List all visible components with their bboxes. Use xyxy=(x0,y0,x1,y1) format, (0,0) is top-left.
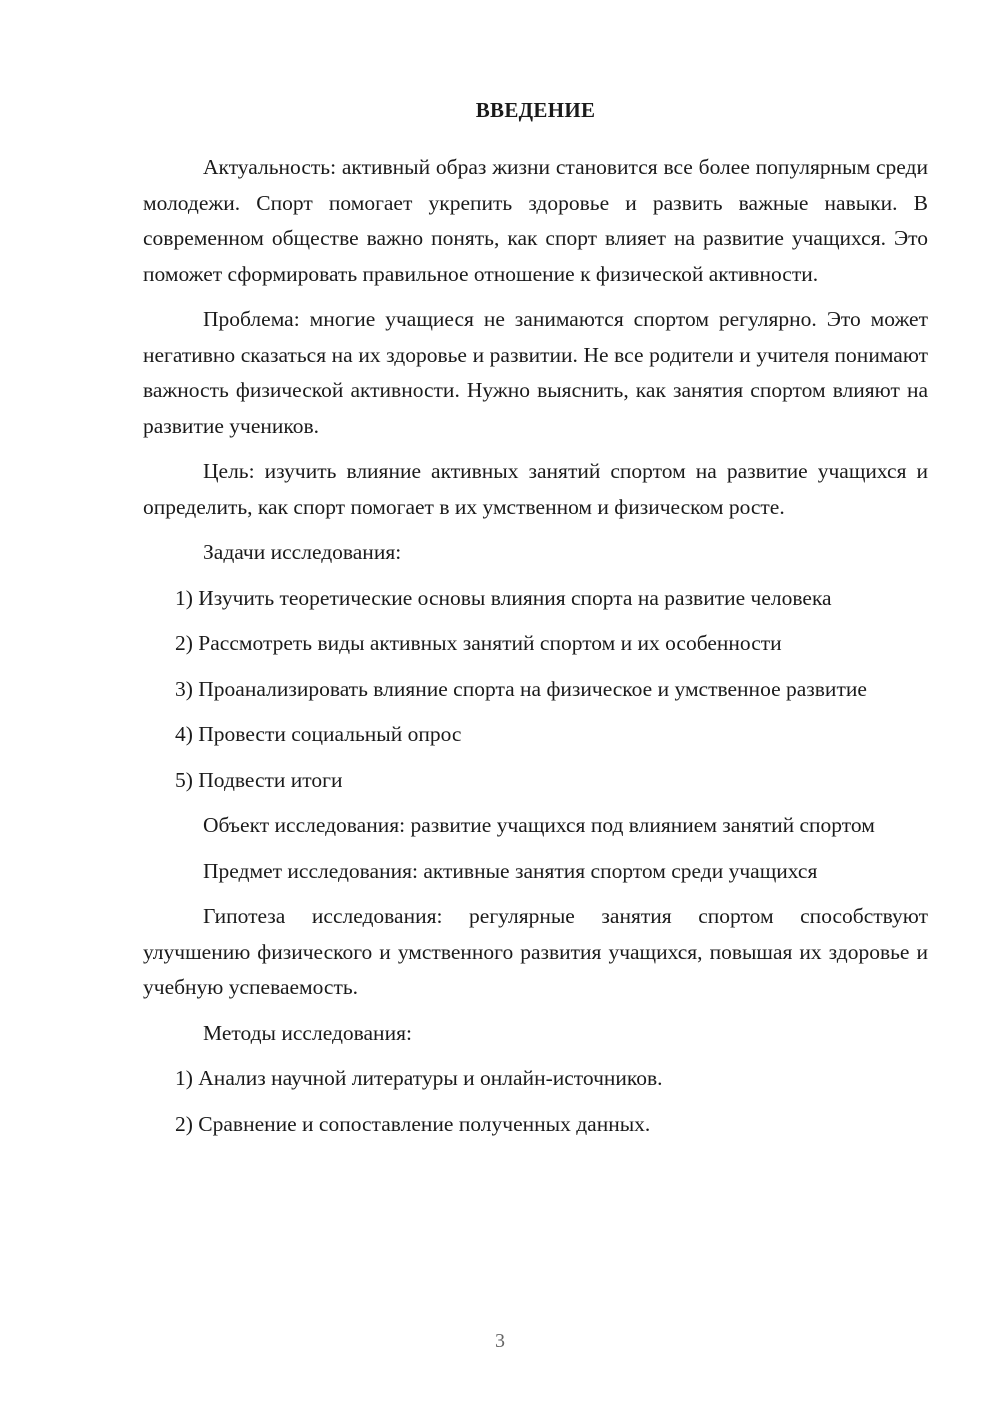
method-item-2: 2) Сравнение и сопоставление полученных данных. xyxy=(175,1111,651,1136)
task-item-3: 3) Проанализировать влияние спорта на физическое и умственное развитие xyxy=(175,676,867,701)
task-item-1: 1) Изучить теоретические основы влияния спорта на развитие человека xyxy=(175,585,832,610)
task-item-5: 5) Подвести итоги xyxy=(175,767,343,792)
paragraph-subject: Предмет исследования: активные занятия спортом среди учащихся xyxy=(203,858,818,883)
method-item-1: 1) Анализ научной литературы и онлайн-источников. xyxy=(175,1066,663,1090)
paragraph-relevance: Актуальность: активный образ жизни становится все более популярным среди молодежи. Спорт помогает укрепить здоровье и развить важные навыки. В современном обществе важно понять, как спорт влияет на развитие учащихся. Это поможет сформировать правильное отношение к физической активности. xyxy=(143,155,928,286)
methods-heading: Методы исследования: xyxy=(203,1020,412,1045)
task-item-2: 2) Рассмотреть виды активных занятий спортом и их особенности xyxy=(175,631,782,655)
tasks-heading: Задачи исследования: xyxy=(203,540,402,564)
page-title: ВВЕДЕНИЕ xyxy=(475,98,596,122)
paragraph-problem: Проблема: многие учащиеся не занимаются спортом регулярно. Это может негативно сказаться на их здоровье и развитии. Не все родители и учителя понимают важность физической активности. Нужно выяснить, как занятия спортом влияют на развитие учеников. xyxy=(143,307,928,438)
paragraph-hypothesis: Гипотеза исследования: регулярные занятия спортом способствуют улучшению физического и умственного развития учащихся, повышая их здоровье и учебную успеваемость. xyxy=(143,904,928,999)
paragraph-goal: Цель: изучить влияние активных занятий спортом на развитие учащихся и определить, как спорт помогает в их умственном и физическом росте. xyxy=(143,459,928,519)
paragraph-object: Объект исследования: развитие учащихся под влиянием занятий спортом xyxy=(203,813,875,837)
page-number: 3 xyxy=(495,1330,505,1352)
task-item-4: 4) Провести социальный опрос xyxy=(175,722,462,746)
